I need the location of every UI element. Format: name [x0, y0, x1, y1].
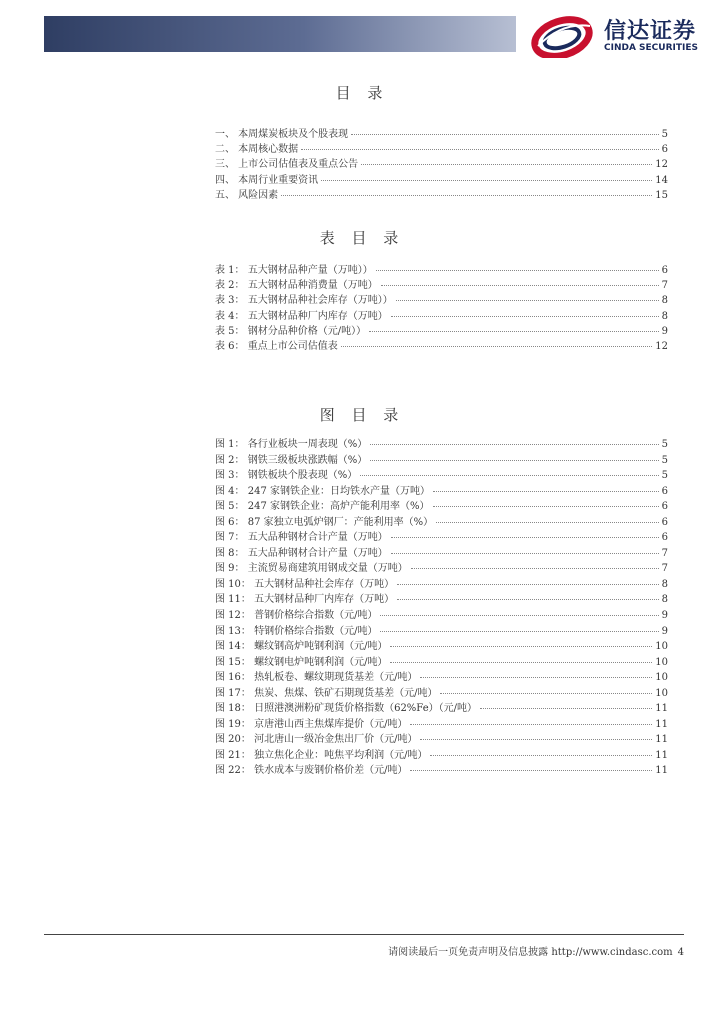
dot-leader [420, 677, 652, 678]
figure-entry[interactable] [215, 608, 668, 624]
toc-entry-label: 表 6： 重点上市公司估值表 [215, 340, 338, 352]
dot-leader [376, 270, 659, 271]
contents-title: 目 录 [335, 84, 389, 102]
toc-page-number: 10 [655, 672, 668, 684]
table-entry[interactable] [215, 278, 668, 293]
toc-page-number: 7 [661, 547, 668, 559]
toc-entry-label: 表 3： 五大钢材品种社会库存（万吨）） [215, 295, 393, 307]
dot-leader [370, 444, 658, 445]
toc-page-number: 12 [655, 340, 668, 352]
toc-entry-label: 图 14： 螺纹钢高炉吨钢利润（元/吨） [215, 641, 388, 653]
contents-entry[interactable] [215, 127, 668, 142]
dot-leader [391, 537, 659, 538]
toc-page-number: 7 [661, 280, 668, 292]
contents-entry[interactable] [215, 142, 668, 157]
toc-entry-label: 图 11： 五大钢材品种厂内库存（万吨） [215, 594, 395, 606]
dot-leader [361, 164, 652, 165]
company-logo [528, 12, 718, 58]
toc-entry-label: 图 2： 钢铁三级板块涨跌幅（%） [215, 454, 368, 466]
dot-leader [397, 599, 659, 600]
header-band [44, 16, 516, 52]
toc-page-number: 5 [661, 470, 668, 482]
toc-entry-label: 表 2： 五大钢材品种消费量（万吨） [215, 280, 378, 292]
figure-entry[interactable] [215, 732, 668, 748]
dot-leader [341, 346, 653, 347]
toc-entry-label: 一、 本周煤炭板块及个股表现 [215, 129, 349, 140]
toc-page-number: 5 [661, 129, 668, 140]
dot-leader [411, 568, 659, 569]
figure-entry[interactable] [215, 484, 668, 500]
toc-page-number: 10 [655, 687, 668, 699]
toc-entry-label: 图 13： 特钢价格综合指数（元/吨） [215, 625, 378, 637]
table-entry[interactable] [215, 324, 668, 339]
toc-page-number: 12 [655, 159, 668, 171]
logo-chinese-text: 信达证券 [604, 19, 697, 44]
toc-entry-label: 三、 上市公司估值表及重点公告 [215, 159, 359, 171]
contents-entry[interactable] [215, 157, 668, 172]
toc-page-number: 7 [661, 563, 668, 575]
toc-page-number: 6 [661, 265, 668, 276]
toc-entry-label: 图 18： 日照港澳洲粉矿现货价格指数（62%Fe）（元/吨） [215, 703, 477, 715]
figure-entry[interactable] [215, 763, 668, 779]
logo-english-text: CINDA SECURITIES [604, 43, 698, 53]
page-number: 4 [677, 947, 684, 958]
dot-leader [430, 755, 652, 756]
cinda-logo-icon [528, 12, 598, 58]
toc-entry-label: 五、 风险因素 [215, 189, 279, 201]
dot-leader [410, 724, 652, 725]
dot-leader [301, 149, 658, 150]
figures-title: 图 目 录 [319, 406, 405, 424]
toc-page-number: 8 [661, 310, 668, 322]
toc-entry-label: 图 19： 京唐港山西主焦煤库提价（元/吨） [215, 718, 408, 730]
toc-entry-label: 图 16： 热轧板卷、螺纹期现货基差（元/吨） [215, 672, 418, 684]
dot-leader [433, 506, 659, 507]
table-entry[interactable] [215, 263, 668, 278]
figure-entry[interactable] [215, 717, 668, 733]
dot-leader [480, 708, 652, 709]
dot-leader [391, 316, 659, 317]
dot-leader [420, 739, 652, 740]
dot-leader [380, 615, 658, 616]
toc-page-number: 11 [655, 718, 668, 730]
toc-page-number: 5 [661, 439, 668, 450]
toc-entry-label: 图 12： 普钢价格综合指数（元/吨） [215, 610, 378, 622]
toc-entry-label: 图 17： 焦炭、焦煤、铁矿石期现货基差（元/吨） [215, 687, 438, 699]
figure-entry[interactable] [215, 561, 668, 577]
contents-list [215, 127, 668, 203]
contents-entry[interactable] [215, 173, 668, 188]
figure-entry[interactable] [215, 624, 668, 640]
figure-entry[interactable] [215, 655, 668, 671]
dot-leader [381, 285, 659, 286]
toc-page-number: 9 [661, 325, 668, 337]
toc-entry-label: 表 5： 钢材分品种价格（元/吨）） [215, 325, 367, 337]
figure-entry[interactable] [215, 453, 668, 469]
toc-entry-label: 图 9： 主流贸易商建筑用钢成交量（万吨） [215, 563, 408, 575]
toc-entry-label: 表 4： 五大钢材品种厂内库存（万吨） [215, 310, 388, 322]
figure-entry[interactable] [215, 546, 668, 562]
tables-title: 表 目 录 [319, 229, 405, 247]
toc-page-number: 11 [655, 765, 668, 777]
dot-leader [360, 475, 658, 476]
toc-page-number: 15 [655, 189, 668, 201]
dot-leader [391, 553, 659, 554]
toc-page-number: 11 [655, 749, 668, 761]
figure-entry[interactable] [215, 686, 668, 702]
figure-entry[interactable] [215, 577, 668, 593]
toc-page-number: 9 [661, 610, 668, 622]
toc-page-number: 10 [655, 656, 668, 668]
toc-entry-label: 图 1： 各行业板块一周表现（%） [215, 439, 368, 450]
figure-entry[interactable] [215, 530, 668, 546]
dot-leader [281, 195, 652, 196]
toc-entry-label: 图 4： 247 家钢铁企业：日均铁水产量（万吨） [215, 485, 430, 497]
toc-entry-label: 图 15： 螺纹钢电炉吨钢利润（元/吨） [215, 656, 388, 668]
figure-entry[interactable] [215, 748, 668, 764]
toc-entry-label: 图 7： 五大品种钢材合计产量（万吨） [215, 532, 388, 544]
figure-entry[interactable] [215, 437, 668, 453]
dot-leader [321, 180, 652, 181]
dot-leader [351, 134, 658, 135]
dot-leader [410, 770, 652, 771]
toc-page-number: 6 [661, 144, 668, 156]
contents-entry[interactable] [215, 188, 668, 203]
toc-entry-label: 表 1： 五大钢材品种产量（万吨）） [215, 265, 373, 276]
dot-leader [436, 522, 659, 523]
toc-page-number: 8 [661, 594, 668, 606]
figure-entry[interactable] [215, 592, 668, 608]
toc-page-number: 8 [661, 578, 668, 590]
toc-page-number: 6 [661, 485, 668, 497]
table-entry[interactable] [215, 339, 668, 354]
figure-entry[interactable] [215, 701, 668, 717]
toc-page-number: 8 [661, 295, 668, 307]
figures-list [215, 437, 668, 779]
figure-entry[interactable] [215, 639, 668, 655]
disclaimer-link[interactable]: 请阅读最后一页免责声明及信息披露 http://www.cindasc.com [388, 947, 673, 958]
toc-page-number: 6 [661, 501, 668, 513]
footer-divider [44, 934, 684, 935]
tables-list [215, 263, 668, 354]
table-entry[interactable] [215, 293, 668, 308]
toc-entry-label: 图 10： 五大钢材品种社会库存（万吨） [215, 578, 395, 590]
footer [388, 943, 684, 958]
dot-leader [370, 460, 658, 461]
toc-page-number: 6 [661, 516, 668, 528]
toc-entry-label: 图 22： 铁水成本与废钢价格价差（元/吨） [215, 765, 408, 777]
toc-entry-label: 图 3： 钢铁板块个股表现（%） [215, 470, 358, 482]
table-entry[interactable] [215, 309, 668, 324]
dot-leader [390, 662, 652, 663]
toc-page-number: 11 [655, 734, 668, 746]
toc-entry-label: 图 6： 87 家独立电弧炉钢厂：产能利用率（%） [215, 516, 434, 528]
dot-leader [369, 331, 659, 332]
toc-entry-label: 四、 本周行业重要资讯 [215, 174, 319, 186]
dot-leader [390, 646, 652, 647]
dot-leader [396, 300, 659, 301]
toc-entry-label: 图 8： 五大品种钢材合计产量（万吨） [215, 547, 388, 559]
figure-entry[interactable] [215, 499, 668, 515]
toc-page-number: 14 [655, 174, 668, 186]
toc-entry-label: 图 20： 河北唐山一级冶金焦出厂价（元/吨） [215, 734, 418, 746]
toc-page-number: 6 [661, 532, 668, 544]
toc-entry-label: 图 5： 247 家钢铁企业：高炉产能利用率（%） [215, 501, 430, 513]
dot-leader [440, 693, 652, 694]
figure-entry[interactable] [215, 515, 668, 531]
figure-entry[interactable] [215, 468, 668, 484]
toc-entry-label: 图 21： 独立焦化企业：吨焦平均利润（元/吨） [215, 749, 428, 761]
toc-page-number: 9 [661, 625, 668, 637]
toc-entry-label: 二、 本周核心数据 [215, 144, 299, 156]
toc-page-number: 11 [655, 703, 668, 715]
toc-page-number: 5 [661, 454, 668, 466]
toc-page-number: 10 [655, 641, 668, 653]
dot-leader [433, 491, 659, 492]
dot-leader [380, 631, 658, 632]
figure-entry[interactable] [215, 670, 668, 686]
dot-leader [397, 584, 659, 585]
